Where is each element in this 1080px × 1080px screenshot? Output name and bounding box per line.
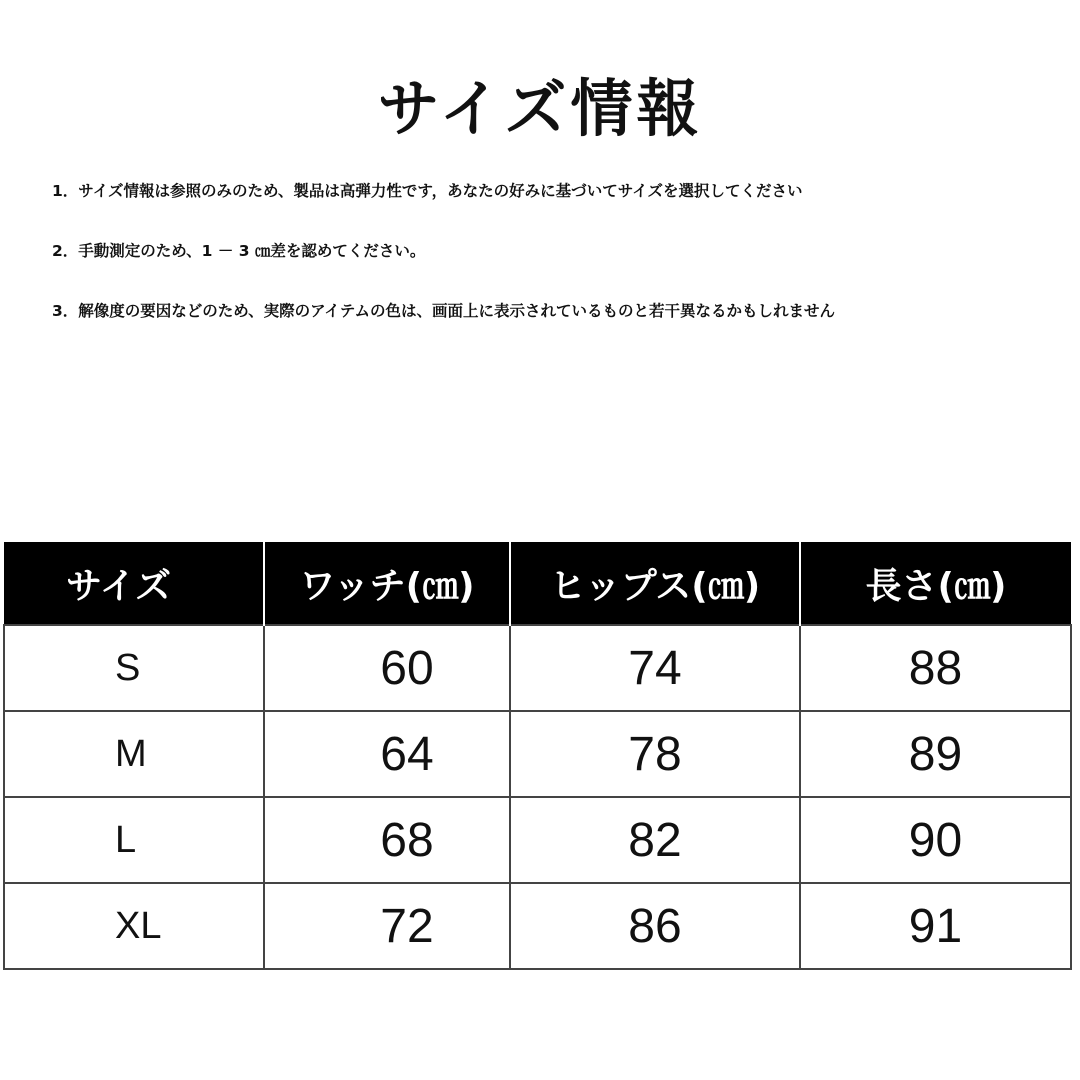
size-notes (52, 184, 1062, 364)
length-value: 89 (800, 711, 1071, 797)
table-row (4, 883, 1071, 969)
size-label: L (4, 797, 264, 883)
waist-value: 60 (264, 625, 510, 711)
note-item: 2．手動測定のため、1 － 3 ㎝差を認めてください。 (52, 242, 426, 260)
header-size: サイズ (4, 542, 264, 625)
header-hips: ヒップス(㎝) (510, 542, 800, 625)
header-waist: ワッチ(㎝) (264, 542, 510, 625)
size-label: XL (4, 883, 264, 969)
note-item: 1．サイズ情報は参照のみのため、製品は高弾力性です，あなたの好みに基づいてサイズを選択してください (52, 182, 803, 200)
length-value: 90 (800, 797, 1071, 883)
hips-value: 78 (510, 711, 800, 797)
hips-value: 82 (510, 797, 800, 883)
hips-value: 74 (510, 625, 800, 711)
table-row (4, 625, 1071, 711)
size-label: M (4, 711, 264, 797)
length-value: 91 (800, 883, 1071, 969)
hips-value: 86 (510, 883, 800, 969)
size-chart-table (3, 542, 1072, 970)
size-label: S (4, 625, 264, 711)
waist-value: 64 (264, 711, 510, 797)
note-item: 3．解像度の要因などのため、実際のアイテムの色は、画面上に表示されているものと若干異なるかもしれません (52, 302, 835, 320)
table-row (4, 797, 1071, 883)
waist-value: 68 (264, 797, 510, 883)
header-length: 長さ(㎝) (800, 542, 1071, 625)
length-value: 88 (800, 625, 1071, 711)
waist-value: 72 (264, 883, 510, 969)
table-header-row (4, 542, 1071, 625)
page-title: サイズ情報 (377, 72, 703, 145)
table-row (4, 711, 1071, 797)
